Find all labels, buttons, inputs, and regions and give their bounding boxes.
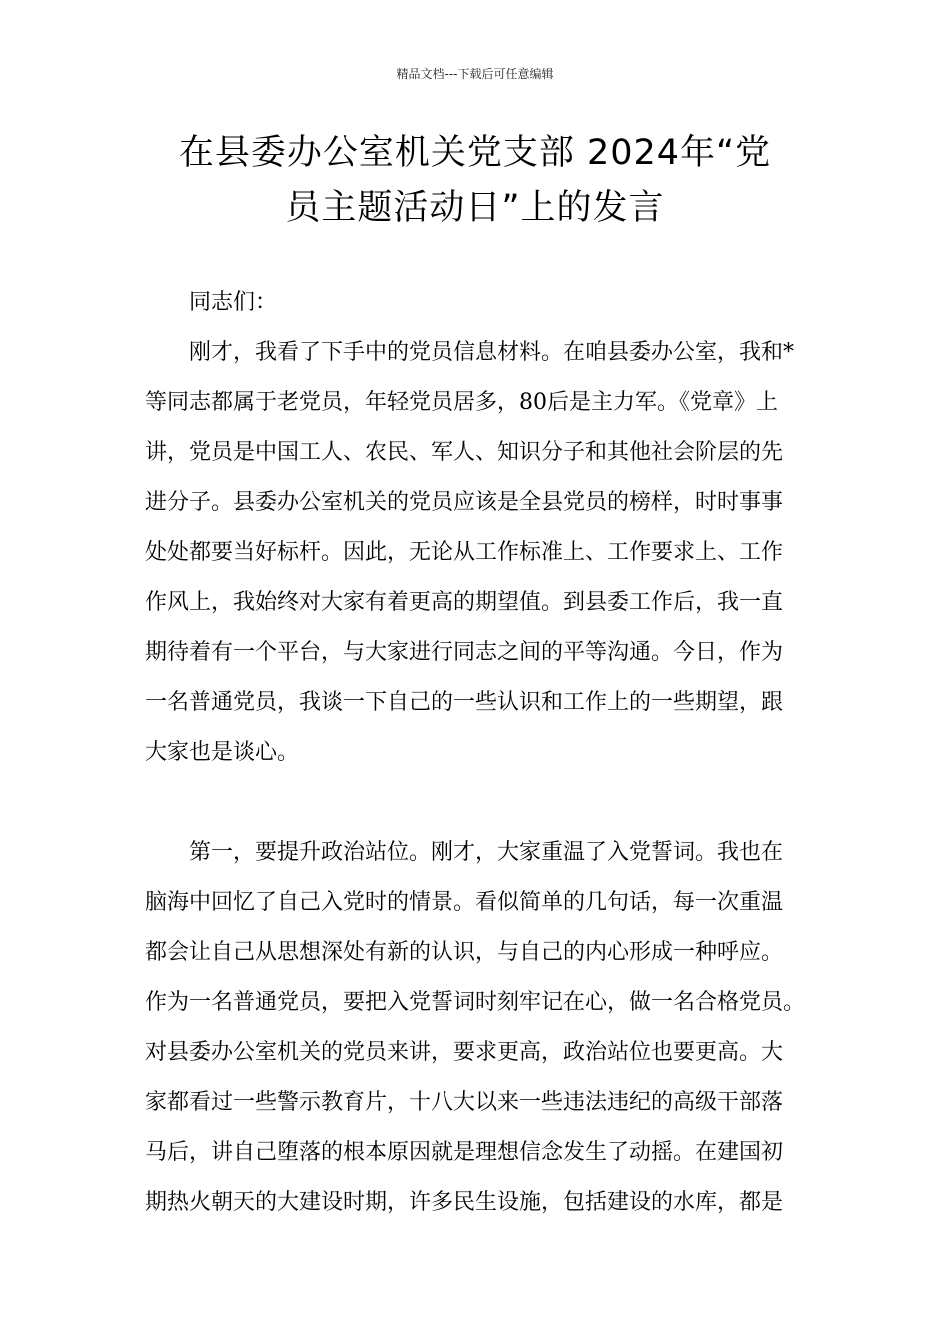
paragraph-line: 讲，党员是中国工人、农民、军人、知识分子和其他社会阶层的先 bbox=[145, 440, 784, 465]
paragraph-line: 进分子。县委办公室机关的党员应该是全县党员的榜样，时时事事 bbox=[145, 490, 784, 515]
page-header: 精品文档---下载后可任意编辑 bbox=[396, 67, 554, 81]
paragraph-line: 作风上，我始终对大家有着更高的期望值。到县委工作后，我一直 bbox=[145, 590, 784, 615]
paragraph-line: 都会让自己从思想深处有新的认识，与自己的内心形成一种呼应。 bbox=[145, 940, 784, 965]
paragraph-line: 处处都要当好标杆。因此，无论从工作标准上、工作要求上、工作 bbox=[145, 540, 784, 565]
paragraph-line: 等同志都属于老党员，年轻党员居多，80后是主力军。《党章》上 bbox=[145, 390, 778, 415]
paragraph-spacer bbox=[145, 778, 825, 828]
paragraph-line: 期待着有一个平台，与大家进行同志之间的平等沟通。今日，作为 bbox=[145, 640, 784, 665]
paragraph-line: 大家也是谈心。 bbox=[145, 740, 300, 765]
title-line-1: 在县委办公室机关党支部 2024年“党 bbox=[178, 133, 772, 173]
title-line-2: 员主题活动日”上的发言 bbox=[285, 188, 665, 228]
paragraph-line: 马后，讲自己堕落的根本原因就是理想信念发生了动摇。在建国初 bbox=[145, 1140, 784, 1165]
paragraph-line: 对县委办公室机关的党员来讲，要求更高，政治站位也要更高。大 bbox=[145, 1040, 784, 1065]
document-body bbox=[145, 278, 825, 1228]
paragraph-line: 一名普通党员，我谈一下自己的一些认识和工作上的一些期望，跟 bbox=[145, 690, 784, 715]
paragraph-2 bbox=[145, 828, 825, 1228]
paragraph-line: 期热火朝天的大建设时期，许多民生设施，包括建设的水库，都是 bbox=[145, 1190, 784, 1215]
paragraph-line: 第一，要提升政治站位。刚才，大家重温了入党誓词。我也在 bbox=[189, 840, 784, 865]
paragraph-line: 作为一名普通党员，要把入党誓词时刻牢记在心，做一名合格党员。 bbox=[145, 990, 806, 1015]
paragraph-1 bbox=[145, 328, 825, 778]
document-title bbox=[120, 126, 830, 236]
paragraph-line: 家都看过一些警示教育片，十八大以来一些违法违纪的高级干部落 bbox=[145, 1090, 784, 1115]
paragraph-line: 刚才，我看了下手中的党员信息材料。在咱县委办公室，我和* bbox=[189, 340, 795, 365]
paragraph-line: 脑海中回忆了自己入党时的情景。看似简单的几句话，每一次重温 bbox=[145, 890, 784, 915]
greeting: 同志们： bbox=[189, 290, 278, 315]
